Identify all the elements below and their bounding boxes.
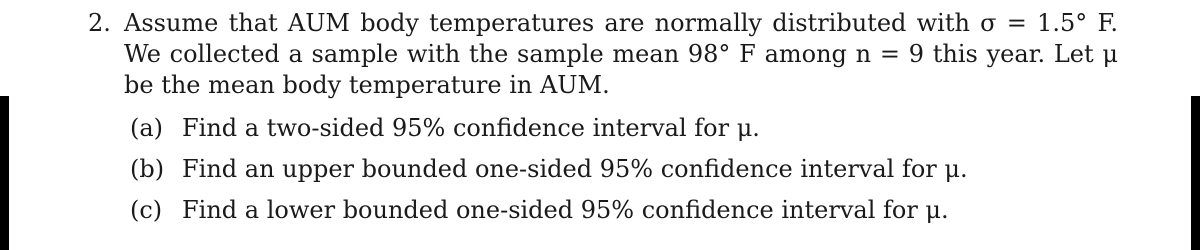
problem-number: 2.	[88, 9, 111, 37]
left-edge-bar	[0, 96, 9, 250]
part-b	[130, 154, 1118, 195]
part-b-label: (b)	[130, 155, 165, 183]
problem-statement: Assume that AUM body temperatures are normally distributed with σ = 1.5° F. We collected a sample with the sample mean 98° F among n = 9 this year. Let μ be the mean body temperature in AUM.	[124, 9, 1118, 99]
part-a-text: Find a two-sided 95% confidence interval for μ.	[182, 114, 760, 142]
part-c-text: Find a lower bounded one-sided 95% confidence interval for μ.	[182, 196, 949, 224]
right-edge-bar	[1191, 96, 1200, 250]
part-b-text: Find an upper bounded one-sided 95% confidence interval for μ.	[182, 155, 968, 183]
problem-block	[88, 8, 1118, 236]
problem-stem	[88, 8, 1118, 101]
part-a-label: (a)	[130, 114, 164, 142]
part-a	[130, 113, 1118, 154]
part-c	[130, 195, 1118, 236]
problem-parts	[88, 113, 1118, 236]
part-c-label: (c)	[130, 196, 163, 224]
